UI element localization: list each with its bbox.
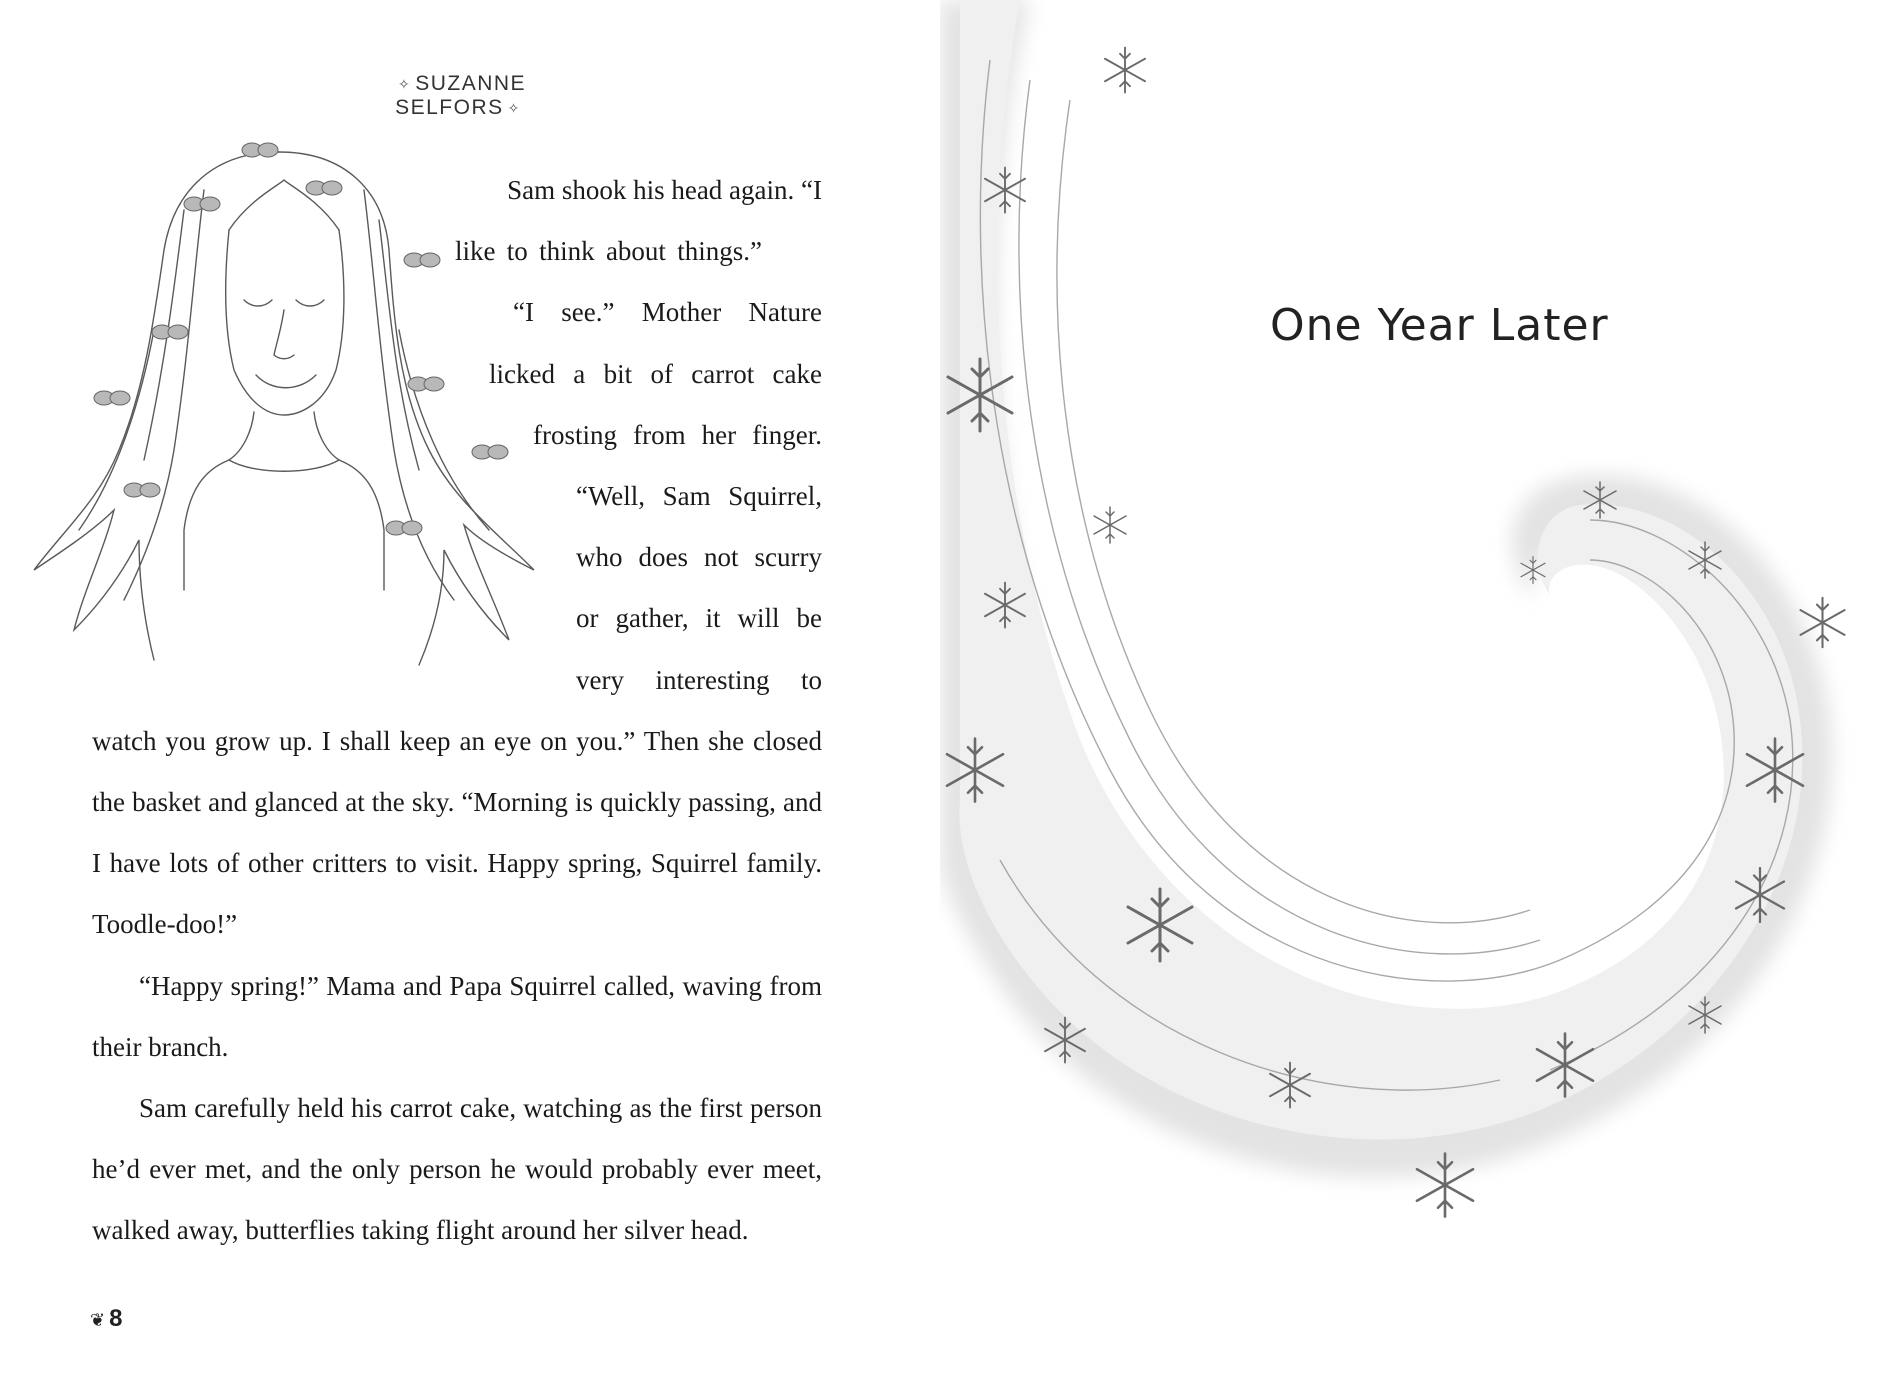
text-line: like to think about things.” (455, 236, 762, 267)
text-line: or gather, it will be (576, 603, 822, 634)
snowflake-swirl-illustration (940, 0, 1881, 1400)
snowflake-icon (1105, 48, 1145, 93)
paragraph: watch you grow up. I shall keep an eye on you.” Then she closed the basket and glanced at the sky. “Morning is quickly passing, and I have lots of other critters to visit. Happy spring, Squirrel family. Toodle-doo!” (92, 725, 822, 940)
right-page (940, 0, 1881, 1400)
leaf-icon: ❦ (90, 1310, 106, 1330)
running-head (330, 72, 590, 120)
paragraph: Sam carefully held his carrot cake, watching as the first person he’d ever met, and the only person he would probably ever meet, walked away, butterflies taking flight around her silver head. (92, 1093, 822, 1246)
sparkle-icon: ✧ (507, 99, 521, 116)
butterfly-icon (242, 143, 278, 157)
text-line: frosting from her finger. (533, 419, 822, 450)
text-line: very interesting to (576, 664, 822, 695)
text-line: “Well, Sam Squirrel, (576, 481, 822, 512)
page-number-value: 8 (109, 1305, 123, 1332)
author-name: SUZANNE SELFORS (395, 72, 527, 119)
snowflake-icon (1094, 507, 1126, 543)
body-text (92, 160, 822, 1262)
page-number (90, 1305, 122, 1333)
chapter-title: One Year Later (1270, 300, 1609, 351)
text-line: licked a bit of carrot cake (489, 358, 822, 389)
text-line: who does not scurry (576, 542, 822, 573)
text-line: “I see.” Mother Nature (513, 297, 822, 328)
sparkle-icon: ✧ (397, 75, 412, 92)
text-line: Sam shook his head again. “I (507, 175, 822, 205)
left-page (0, 0, 940, 1400)
paragraph: “Happy spring!” Mama and Papa Squirrel called, waving from their branch. (92, 970, 822, 1062)
